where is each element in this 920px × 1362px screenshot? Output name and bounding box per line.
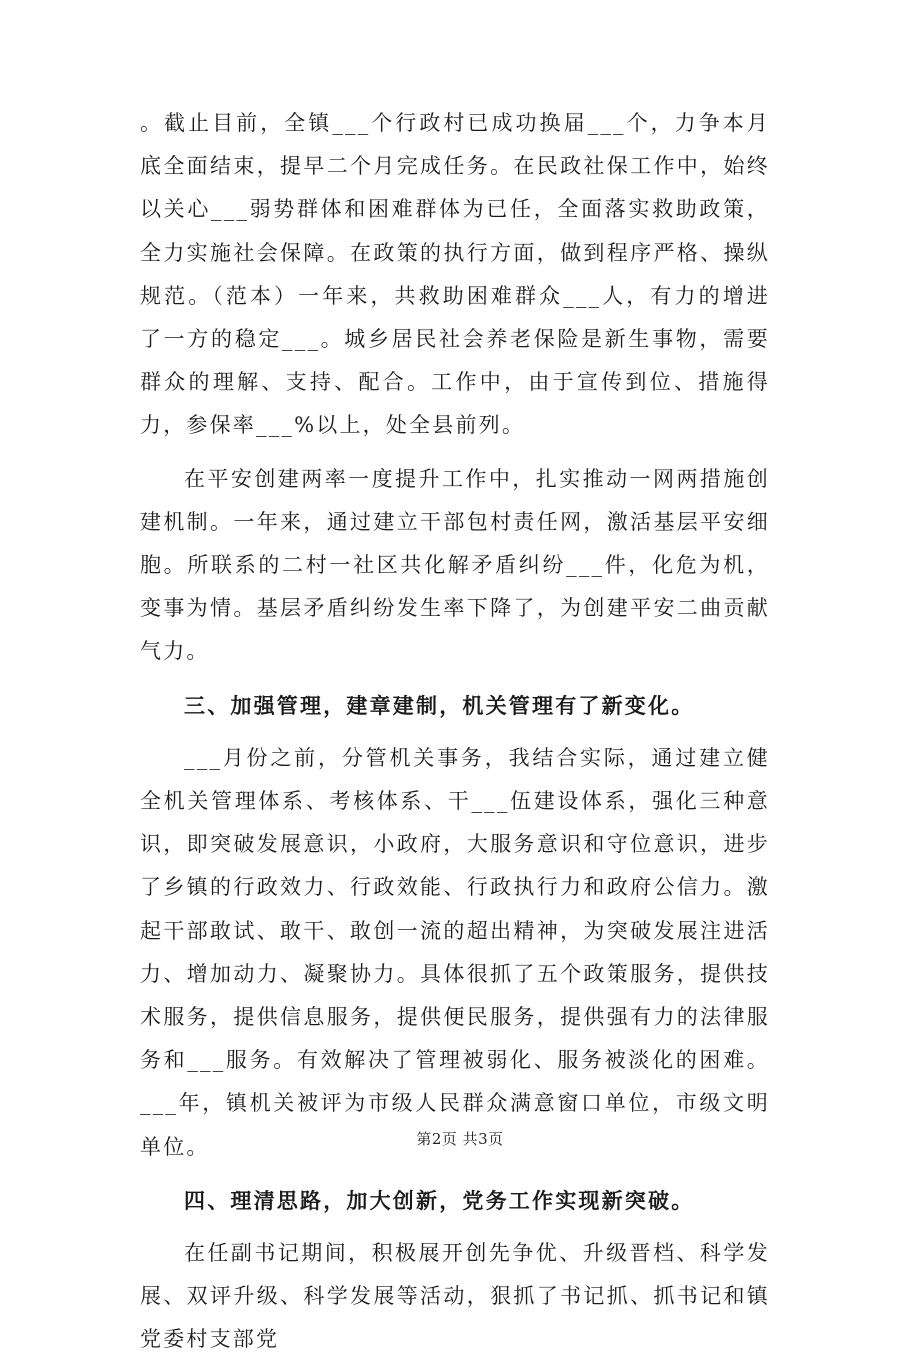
paragraph-gap — [140, 727, 770, 737]
body-paragraph-3: ___月份之前，分管机关事务，我结合实际，通过建立健全机关管理体系、考核体系、干___伍建设体系，强化三种意识，即突破发展意识，小政府，大服务意识和守位意识，进步了乡镇的行政效力、行政效能、行政执行力和政府公信力。激起干部敢试、敢干、敢创一流的超出精神，为突破发展注进活力、增加动力、凝聚协力。具体很抓了五个政策服务，提供技术服务，提供信息服务，提供便民服务，提供强有力的法律服务和___服务。有效解决了管理被弱化、服务被淡化的困难。___年，镇机关被评为市级人民群众满意窗口单位，市级文明单位。 — [140, 745, 770, 1159]
paragraph-gap — [140, 1169, 770, 1179]
section-heading-4: 四、理清思路，加大创新，党务工作实现新突破。 — [184, 1187, 695, 1213]
paragraph-gap — [140, 1222, 770, 1232]
section-heading-3: 三、加强管理，建章建制，机关管理有了新变化。 — [184, 692, 695, 718]
document-page — [140, 102, 770, 1362]
paragraph-gap — [140, 448, 770, 458]
body-paragraph-2: 在平安创建两率一度提升工作中，扎实推动一网两措施创建机制。一年来，通过建立干部包村责任网，激活基层平安细胞。所联系的二村一社区共化解矛盾纠纷___件，化危为机，变事为情。基层矛盾纠纷发生率下降了，为创建平安二曲贡献气力。 — [140, 466, 770, 664]
paragraph-gap — [140, 674, 770, 684]
page-footer: 第2页 共3页 — [416, 1130, 504, 1148]
body-paragraph-1: 。截止目前，全镇___个行政村已成功换届___个，力争本月底全面结束，提早二个月完成任务。在民政社保工作中，始终以关心___弱势群体和困难群体为已任，全面落实救助政策，全力实施社会保障。在政策的执行方面，做到程序严格、操纵规范。（范本）一年来，共救助困难群众___人，有力的增进了一方的稳定___。城乡居民社会养老保险是新生事物，需要群众的理解、支持、配合。工作中，由于宣传到位、措施得力，参保率___%以上，处全县前列。 — [140, 111, 770, 438]
body-paragraph-4: 在任副书记期间，积极展开创先争优、升级晋档、科学发展、双评升级、科学发展等活动，狠抓了书记抓、抓书记和镇党委村支部党 — [140, 1241, 770, 1352]
